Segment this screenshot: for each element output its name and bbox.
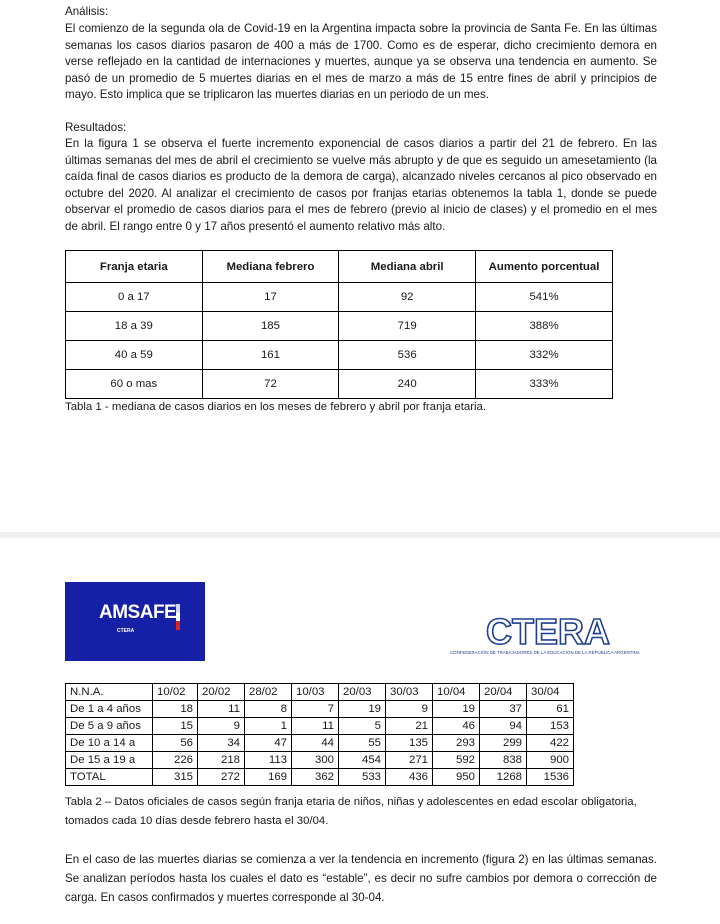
ctera-logo-mark bbox=[450, 610, 650, 650]
table-cell: 18 a 39 bbox=[66, 312, 203, 341]
table-cell: De 10 a 14 a bbox=[66, 735, 153, 752]
table-cell: 46 bbox=[433, 718, 480, 735]
table-cell: 47 bbox=[245, 735, 292, 752]
table-cell: 11 bbox=[198, 701, 245, 718]
table-row bbox=[66, 341, 613, 370]
table-cell: 436 bbox=[386, 769, 433, 786]
table-row bbox=[66, 701, 574, 718]
table-cell: 533 bbox=[339, 769, 386, 786]
table-cell: 61 bbox=[527, 701, 574, 718]
table-2-header-cell: 30/04 bbox=[527, 684, 574, 701]
table-row bbox=[66, 312, 613, 341]
table-cell: 56 bbox=[153, 735, 198, 752]
table-2-header-cell: 30/03 bbox=[386, 684, 433, 701]
table-cell: 536 bbox=[339, 341, 476, 370]
table-cell: 541% bbox=[476, 283, 613, 312]
table-cell: 454 bbox=[339, 752, 386, 769]
table-cell: 55 bbox=[339, 735, 386, 752]
amsafe-logo bbox=[65, 582, 205, 661]
table-2 bbox=[65, 683, 574, 786]
table-row-total bbox=[66, 769, 574, 786]
table-cell: 299 bbox=[480, 735, 527, 752]
table-cell: 44 bbox=[292, 735, 339, 752]
table-cell: 153 bbox=[527, 718, 574, 735]
table-1-header-cell: Aumento porcentual bbox=[476, 251, 613, 283]
table-cell: 293 bbox=[433, 735, 480, 752]
table-row bbox=[66, 752, 574, 769]
table-row bbox=[66, 735, 574, 752]
results-heading: Resultados: bbox=[65, 121, 127, 134]
table-cell: 185 bbox=[202, 312, 339, 341]
results-paragraph: En la figura 1 se observa el fuerte incremento exponencial de casos diarios a partir del 21 de febrero. En las últimas semanas del mes de abril el crecimiento se vuelve más abrupto y de que es seguido un amesetamiento (la caída final de casos diarios es producto de la demora de carga), alcanzado niveles cercanos al pico observado en octubre del 2020. Al analizar el crecimiento de casos por franjas etarias obtenemos la tabla 1, donde se puede observar el promedio de casos diarios para el mes de febrero (previo al inicio de clases) y el promedio en el mes de abril. El rango entre 0 y 17 años presentó el aumento relativo más alto. bbox=[65, 137, 657, 233]
amsafe-logo-word: AMSAFE bbox=[99, 602, 177, 623]
table-cell: 218 bbox=[198, 752, 245, 769]
table-row bbox=[66, 370, 613, 399]
table-cell: 11 bbox=[292, 718, 339, 735]
table-cell: 40 a 59 bbox=[66, 341, 203, 370]
table-cell: 1268 bbox=[480, 769, 527, 786]
table-2-header-cell: 10/02 bbox=[153, 684, 198, 701]
table-cell: 18 bbox=[153, 701, 198, 718]
table-cell: 5 bbox=[339, 718, 386, 735]
table-cell: TOTAL bbox=[66, 769, 153, 786]
table-1-caption: Tabla 1 - mediana de casos diarios en los meses de febrero y abril por franja etaria. bbox=[65, 401, 487, 413]
table-cell: 332% bbox=[476, 341, 613, 370]
table-cell: 226 bbox=[153, 752, 198, 769]
table-cell: 17 bbox=[202, 283, 339, 312]
table-2-header-row bbox=[66, 684, 574, 701]
table-cell: De 5 a 9 años bbox=[66, 718, 153, 735]
ctera-logo bbox=[450, 610, 650, 660]
table-cell: 950 bbox=[433, 769, 480, 786]
table-cell: 34 bbox=[198, 735, 245, 752]
table-2-header-cell: 10/04 bbox=[433, 684, 480, 701]
table-cell: 300 bbox=[292, 752, 339, 769]
table-cell: 719 bbox=[339, 312, 476, 341]
table-cell: 19 bbox=[433, 701, 480, 718]
table-cell: 362 bbox=[292, 769, 339, 786]
table-cell: 9 bbox=[386, 701, 433, 718]
table-2-header-cell: 20/03 bbox=[339, 684, 386, 701]
table-cell: 161 bbox=[202, 341, 339, 370]
table-cell: 900 bbox=[527, 752, 574, 769]
table-cell: 272 bbox=[198, 769, 245, 786]
table-2-header-cell: N.N.A. bbox=[66, 684, 153, 701]
table-cell: 37 bbox=[480, 701, 527, 718]
table-1 bbox=[65, 250, 613, 399]
table-row bbox=[66, 283, 613, 312]
table-2-header-cell: 10/03 bbox=[292, 684, 339, 701]
table-1-header-cell: Franja etaria bbox=[66, 251, 203, 283]
table-2-header-cell: 20/02 bbox=[198, 684, 245, 701]
table-cell: 19 bbox=[339, 701, 386, 718]
table-cell: 1536 bbox=[527, 769, 574, 786]
amsafe-logo-sub: CTERA bbox=[117, 628, 135, 634]
analysis-paragraph: El comienzo de la segunda ola de Covid-19 en la Argentina impacta sobre la provincia de Santa Fe. En las últimas semanas los casos diarios pasaron de 400 a más de 1700. Como es de esperar, dicho crecimiento demora en verse reflejado en la cantidad de internaciones y muertes, aunque ya se observa una tendencia en aumento. Se pasó de un promedio de 5 muertes diarias en el mes de marzo a más de 15 entre fines de abril y principios de mayo. Esto implica que se triplicaron las muertes diarias en un periodo de un mes. bbox=[65, 22, 657, 102]
table-cell: 315 bbox=[153, 769, 198, 786]
table-2-header-cell: 20/04 bbox=[480, 684, 527, 701]
ctera-logo-word: CTERA bbox=[486, 611, 610, 650]
table-2-header-cell: 28/02 bbox=[245, 684, 292, 701]
analysis-heading: Análisis: bbox=[65, 5, 109, 18]
table-cell: 92 bbox=[339, 283, 476, 312]
table-cell: 240 bbox=[339, 370, 476, 399]
table-1-header-row bbox=[66, 251, 613, 283]
table-cell: 60 o mas bbox=[66, 370, 203, 399]
table-cell: 422 bbox=[527, 735, 574, 752]
table-row bbox=[66, 718, 574, 735]
table-cell: 113 bbox=[245, 752, 292, 769]
table-cell: De 1 a 4 años bbox=[66, 701, 153, 718]
document-page-2 bbox=[0, 538, 720, 924]
table-cell: 0 a 17 bbox=[66, 283, 203, 312]
table-cell: 135 bbox=[386, 735, 433, 752]
table-cell: 8 bbox=[245, 701, 292, 718]
table-cell: 94 bbox=[480, 718, 527, 735]
table-cell: 1 bbox=[245, 718, 292, 735]
table-cell: 72 bbox=[202, 370, 339, 399]
table-cell: 15 bbox=[153, 718, 198, 735]
table-cell: 9 bbox=[198, 718, 245, 735]
table-cell: 7 bbox=[292, 701, 339, 718]
table-1-header-cell: Mediana febrero bbox=[202, 251, 339, 283]
table-cell: 388% bbox=[476, 312, 613, 341]
table-2-caption: Tabla 2 – Datos oficiales de casos según franja etaria de niños, niñas y adolescentes en edad escolar obligatoria, tomados cada 10 días desde febrero hasta el 30/04. bbox=[65, 796, 637, 827]
ctera-logo-sub: CONFEDERACIÓN DE TRABAJADORES DE LA EDUCACIÓN DE LA REPÚBLICA ARGENTINA bbox=[450, 650, 640, 655]
table-1-header-cell: Mediana abril bbox=[339, 251, 476, 283]
table-cell: 169 bbox=[245, 769, 292, 786]
table-cell: 21 bbox=[386, 718, 433, 735]
flag-icon bbox=[176, 604, 180, 630]
table-cell: 333% bbox=[476, 370, 613, 399]
table-cell: De 15 a 19 a bbox=[66, 752, 153, 769]
table-cell: 592 bbox=[433, 752, 480, 769]
closing-paragraph: En el caso de las muertes diarias se comienza a ver la tendencia en incremento (figura 2) en las últimas semanas. Se analizan períodos hasta los cuales el dato es “estable”, es decir no sufre cambios por demora o corrección de carga. En casos confirmados y muertes corresponde al 30-04. bbox=[65, 853, 657, 904]
table-cell: 838 bbox=[480, 752, 527, 769]
table-cell: 271 bbox=[386, 752, 433, 769]
